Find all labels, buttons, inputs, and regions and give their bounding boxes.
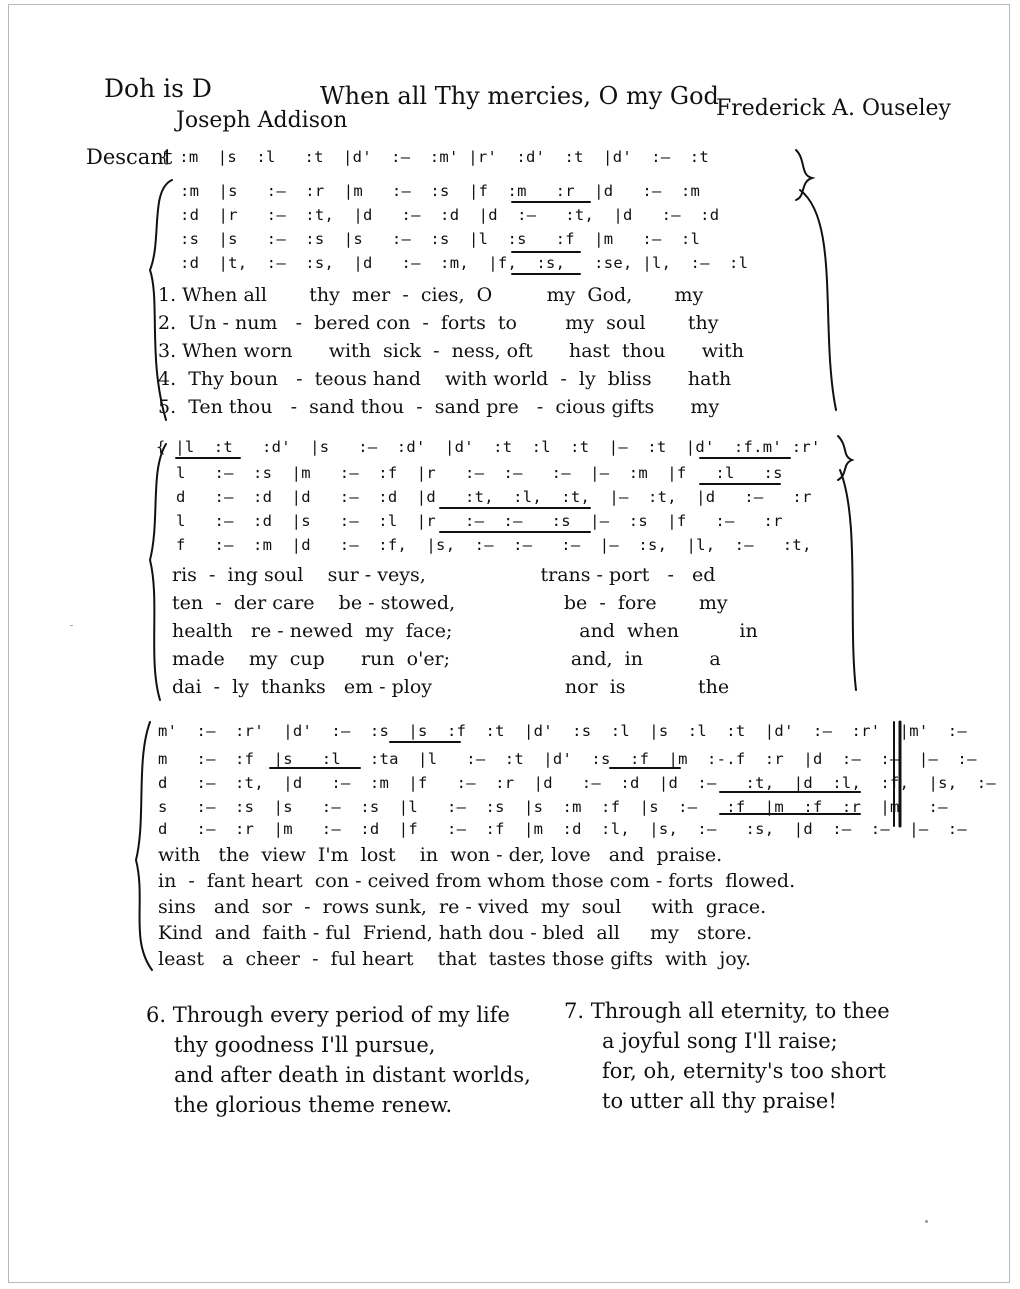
- system2-lyric-verse5: dai - ly thanks em - ploy nor is the: [172, 676, 730, 698]
- system2-lyric-verse3: health re - newed my face; and when in: [172, 620, 758, 642]
- system1-lyric-verse2: 2. Un - num - bered con - forts to my soul thy: [158, 312, 719, 334]
- system3-soprano: m :— :f |s :l :ta |l :— :t |d' :s :f |m :-.f :r |d :— :— |— :—: [158, 750, 977, 768]
- system2-descant: { |l :t :d' |s :— :d' |d' :t :l :t |— :t |d' :f.m' :r': [156, 438, 821, 456]
- system3-lyric-verse4: Kind and faith - ful Friend, hath dou - bled all my store.: [158, 922, 753, 944]
- system1-lyric-verse3: 3. When worn with sick - ness, oft hast thou with: [158, 340, 744, 362]
- system2-lyric-verse1: ris - ing soul sur - veys, trans - port - ed: [172, 564, 716, 586]
- verse6-line4: the glorious theme renew.: [174, 1093, 453, 1117]
- composer: Frederick A. Ouseley: [716, 96, 951, 121]
- system1-alto: :d |r :— :t, |d :— :d |d :— :t, |d :— :d: [180, 206, 720, 224]
- system1-lyric-verse1: 1. When all thy mer - cies, O my God, my: [158, 284, 704, 306]
- system2-tenor: l :— :d |s :— :l |r :— :— :s |— :s |f :— :r: [176, 512, 783, 530]
- stray-mark-left: [70, 625, 73, 626]
- descant-label: Descant: [86, 145, 173, 169]
- system2-lyric-verse4: made my cup run o'er; and, in a: [172, 648, 721, 670]
- verse7-line1: 7. Through all eternity, to thee: [564, 999, 890, 1023]
- system2-lyric-verse2: ten - der care be - stowed, be - fore my: [172, 592, 728, 614]
- system1-descant: { :m |s :l :t |d' :— :m' |r' :d' :t |d' :— :t: [160, 148, 710, 166]
- key-signature: Doh is D: [104, 74, 212, 103]
- verse7-line4: to utter all thy praise!: [602, 1089, 837, 1113]
- system3-lyric-verse5: least a cheer - ful heart that tastes those gifts with joy.: [158, 948, 751, 970]
- verse-6: [146, 1000, 531, 1120]
- system1-bass: :d |t, :— :s, |d :— :m, |f, :s, :se, |l, :— :l: [180, 254, 749, 272]
- verse6-line1: 6. Through every period of my life: [146, 1003, 510, 1027]
- hymn-title: When all Thy mercies, O my God: [320, 82, 719, 110]
- stray-mark: [925, 1220, 928, 1223]
- system3-lyric-verse3: sins and sor - rows sunk, re - vived my soul with grace.: [158, 896, 767, 918]
- system3-descant: m' :— :r' |d' :— :s |s :f :t |d' :s :l |s :l :t |d' :— :r' |m' :—: [158, 722, 968, 740]
- system2-soprano: l :— :s |m :— :f |r :— :— :— |— :m |f :l :s: [176, 464, 783, 482]
- system1-lyric-verse5: 5. Ten thou - sand thou - sand pre - cious gifts my: [158, 396, 720, 418]
- verse7-line3: for, oh, eternity's too short: [602, 1059, 886, 1083]
- system1-soprano: :m |s :— :r |m :— :s |f :m :r |d :— :m: [180, 182, 701, 200]
- verse6-line3: and after death in distant worlds,: [174, 1063, 531, 1087]
- system3-bass: d :— :r |m :— :d |f :— :f |m :d :l, |s, :— :s, |d :— :— |— :—: [158, 820, 968, 838]
- system1-lyric-verse4: 4. Thy boun - teous hand with world - ly bliss hath: [158, 368, 732, 390]
- verse-7: [564, 996, 890, 1116]
- verse7-line2: a joyful song I'll raise;: [602, 1029, 838, 1053]
- verse6-line2: thy goodness I'll pursue,: [174, 1033, 436, 1057]
- system3-alto: d :— :t, |d :— :m |f :— :r |d :— :d |d :— :t, |d :l, :f, |s, :—: [158, 774, 996, 792]
- system2-alto: d :— :d |d :— :d |d :t, :l, :t, |— :t, |d :— :r: [176, 488, 812, 506]
- system1-tenor: :s |s :— :s |s :— :s |l :s :f |m :— :l: [180, 230, 701, 248]
- system3-tenor: s :— :s |s :— :s |l :— :s |s :m :f |s :— :f |m :f :r |m :—: [158, 798, 948, 816]
- system3-lyric-verse2: in - fant heart con - ceived from whom those com - forts flowed.: [158, 870, 796, 892]
- system3-lyric-verse1: with the view I'm lost in won - der, love and praise.: [158, 844, 723, 866]
- system2-bass: f :— :m |d :— :f, |s, :— :— :— |— :s, |l, :— :t,: [176, 536, 812, 554]
- lyricist: Joseph Addison: [176, 108, 348, 133]
